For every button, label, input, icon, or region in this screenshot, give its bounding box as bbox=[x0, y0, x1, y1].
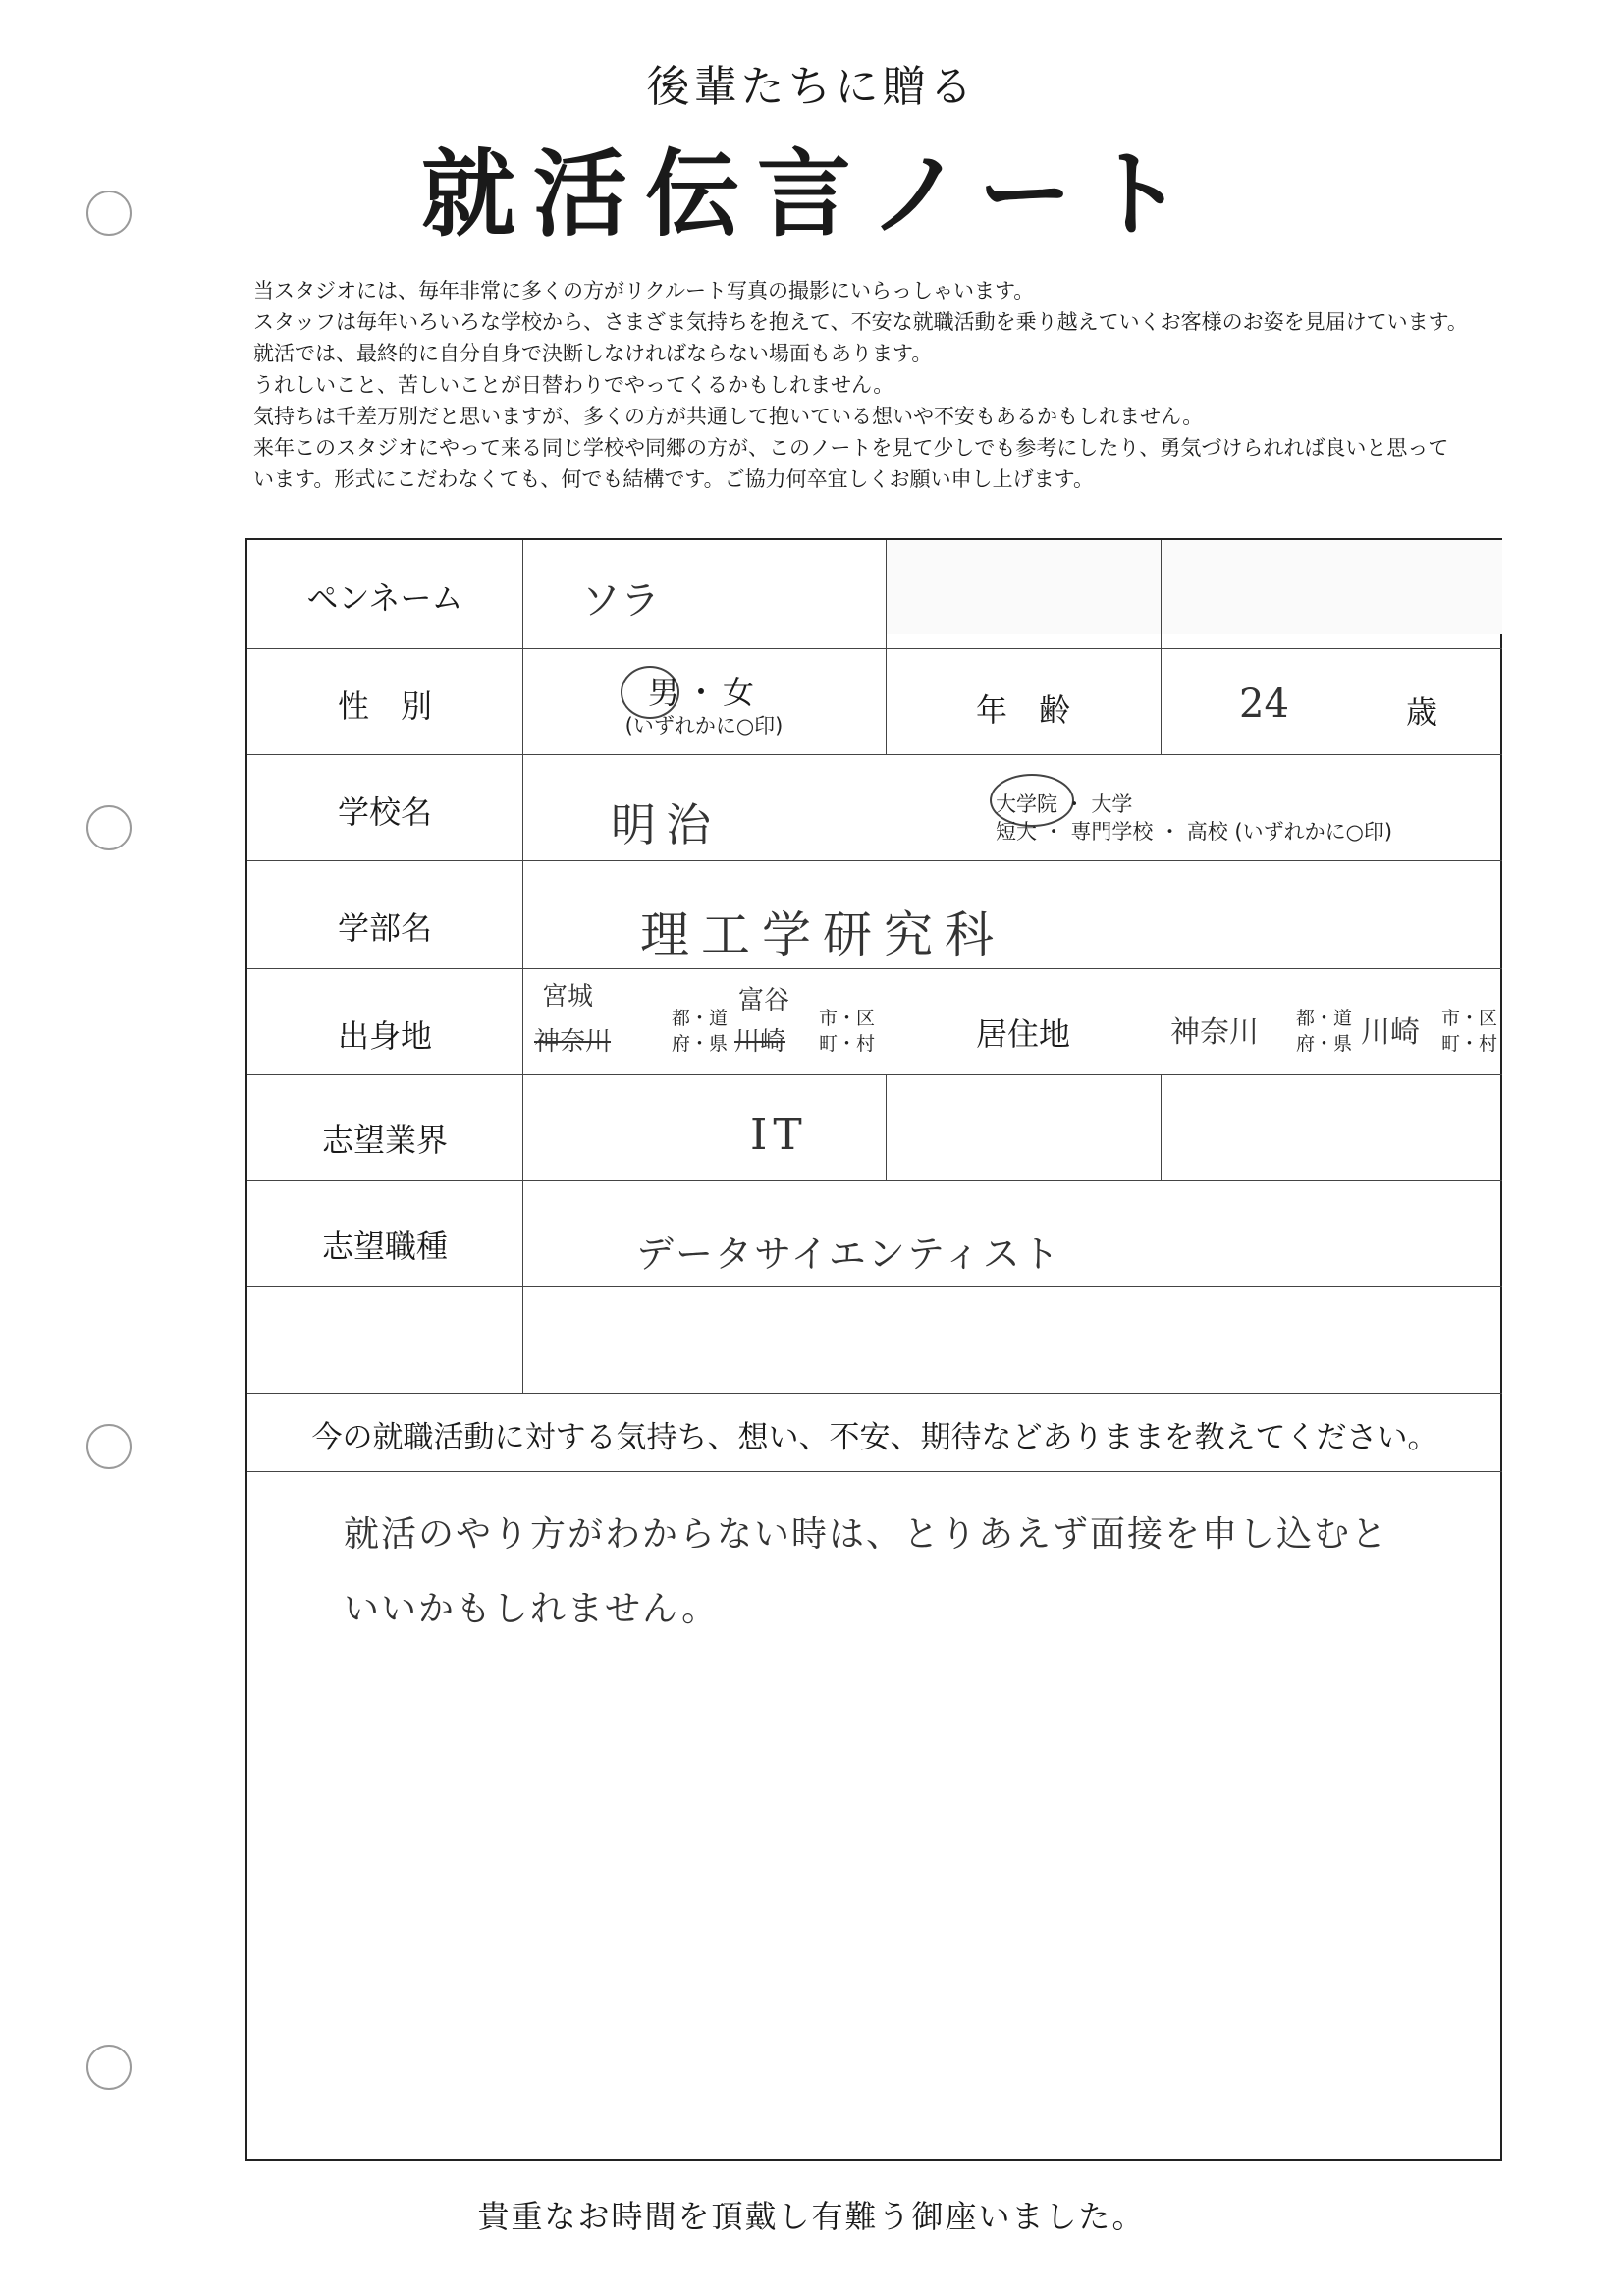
pref-unit-bottom: 府・県 bbox=[672, 1033, 729, 1055]
row-divider bbox=[247, 1471, 1502, 1472]
survey-form bbox=[245, 538, 1502, 2161]
page-title: 就活伝言ノート bbox=[420, 139, 1203, 249]
column-divider bbox=[886, 1074, 887, 1180]
closing-message: 貴重なお時間を頂戴し有難う御座いました。 bbox=[477, 2198, 1146, 2235]
hometown-pref-struck: 神奈川 bbox=[534, 1027, 612, 1057]
row-divider bbox=[247, 1286, 1502, 1287]
city-unit-top: 市・区 bbox=[819, 1008, 876, 1029]
answer-line: 就活のやり方がわからない時は、とりあえず面接を申し込むと bbox=[344, 1514, 1389, 1555]
intro-line: 気持ちは千差万別だと思いますが、多くの方が共通して抱いている想いや不安もあるかもしれません。 bbox=[253, 405, 1204, 428]
hometown-label: 出身地 bbox=[337, 1017, 432, 1055]
age-label: 年 齢 bbox=[975, 691, 1070, 729]
industry-label: 志望業界 bbox=[321, 1121, 448, 1159]
residence-city: 川崎 bbox=[1361, 1015, 1420, 1050]
intro-line: 当スタジオには、毎年非常に多くの方がリクルート写真の撮影にいらっしゃいます。 bbox=[253, 279, 1035, 302]
row-divider bbox=[247, 860, 1502, 861]
residence-pref: 神奈川 bbox=[1170, 1015, 1259, 1050]
intro-line: 就活では、最終的に自分自身で決断しなければならない場面もあります。 bbox=[253, 342, 933, 365]
pref-unit-top: 都・道 bbox=[672, 1008, 729, 1029]
school-type-line1: 大学院 ・ 大学 bbox=[996, 793, 1133, 816]
pref-unit-bottom: 府・県 bbox=[1296, 1033, 1353, 1055]
gender-note: (いずれかに○印) bbox=[624, 714, 784, 738]
pen-name-value: ソラ bbox=[581, 578, 660, 624]
binder-hole bbox=[86, 1424, 132, 1469]
hometown-city-struck: 川崎 bbox=[734, 1027, 786, 1057]
intro-line: います。形式にこだわなくても、何でも結構です。ご協力何卒宜しくお願い申し上げます。 bbox=[253, 467, 1094, 491]
row-divider bbox=[247, 648, 1502, 649]
intro-text bbox=[253, 275, 1589, 495]
city-unit-bottom: 町・村 bbox=[1441, 1033, 1498, 1055]
faculty-label: 学部名 bbox=[337, 909, 432, 947]
row-divider bbox=[247, 1180, 1502, 1181]
residence-label: 居住地 bbox=[975, 1015, 1070, 1053]
job-label: 志望職種 bbox=[321, 1228, 448, 1265]
row-divider bbox=[247, 1074, 1502, 1075]
column-divider bbox=[1161, 1074, 1162, 1180]
job-value: データサイエンティスト bbox=[636, 1232, 1061, 1276]
binder-hole bbox=[86, 2045, 132, 2090]
intro-line: 来年このスタジオにやって来る同じ学校や同郷の方が、このノートを見て少しでも参考にしたり、勇気づけられれば良いと思って bbox=[253, 436, 1449, 460]
intro-line: うれしいこと、苦しいことが日替わりでやってくるかもしれません。 bbox=[253, 373, 894, 397]
gender-options: 男・女 bbox=[647, 674, 760, 711]
row-divider bbox=[247, 754, 1502, 755]
hometown-pref: 宮城 bbox=[542, 982, 594, 1011]
age-unit: 歳 bbox=[1406, 693, 1438, 731]
column-divider bbox=[1161, 540, 1162, 754]
pen-name-label: ペンネーム bbox=[306, 579, 463, 617]
row-divider bbox=[247, 968, 1502, 969]
age-value: 24 bbox=[1239, 682, 1289, 727]
city-unit-bottom: 町・村 bbox=[819, 1033, 876, 1055]
intro-line: スタッフは毎年いろいろな学校から、さまざま気持ちを抱えて、不安な就職活動を乗り越えていくお客様のお姿を見届けています。 bbox=[253, 310, 1468, 334]
page-subtitle: 後輩たちに贈る bbox=[646, 62, 977, 112]
redacted-area bbox=[886, 540, 1502, 634]
gender-label: 性 別 bbox=[337, 687, 432, 725]
school-value: 明治 bbox=[611, 798, 721, 851]
industry-value: IT bbox=[750, 1110, 808, 1160]
question-text: 今の就職活動に対する気持ち、想い、不安、期待などありままを教えてください。 bbox=[311, 1420, 1438, 1455]
faculty-value: 理工学研究科 bbox=[640, 906, 1005, 963]
school-label: 学校名 bbox=[337, 793, 432, 831]
hometown-city: 富谷 bbox=[738, 986, 790, 1015]
binder-hole bbox=[86, 805, 132, 850]
school-type-line2: 短大 ・ 専門学校 ・ 高校 (いずれかに○印) bbox=[996, 820, 1393, 844]
answer-line: いいかもしれません。 bbox=[344, 1589, 720, 1629]
city-unit-top: 市・区 bbox=[1441, 1008, 1498, 1029]
pref-unit-top: 都・道 bbox=[1296, 1008, 1353, 1029]
row-divider bbox=[247, 1393, 1502, 1394]
